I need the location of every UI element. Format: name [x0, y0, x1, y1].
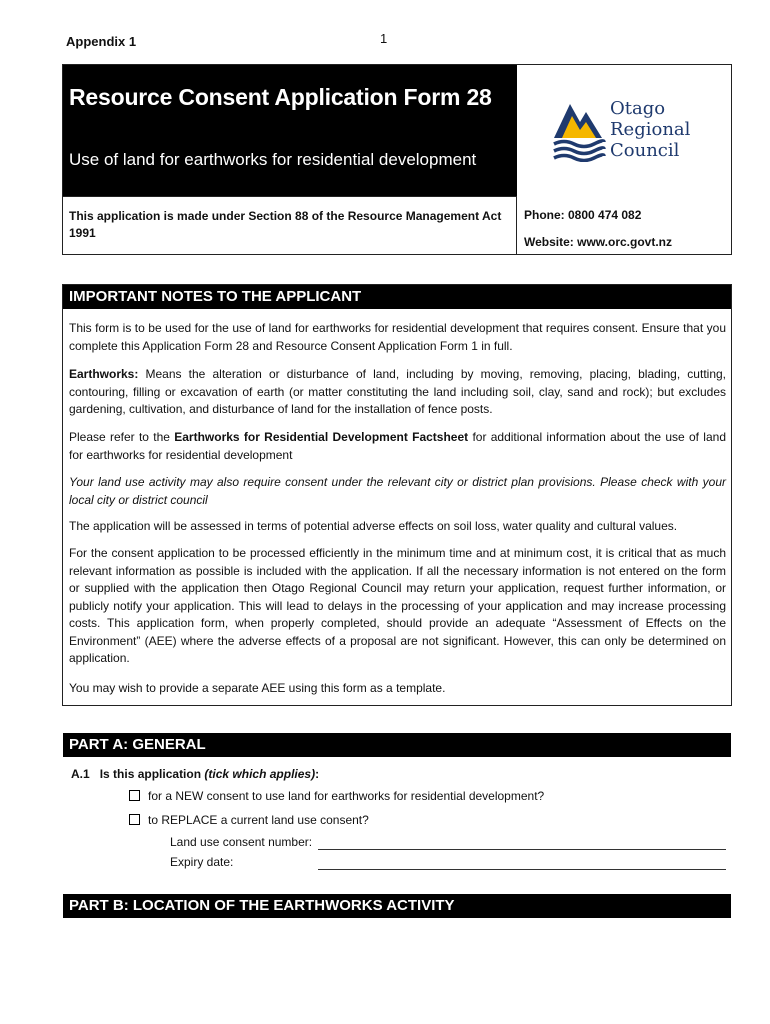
notes-paragraph-factsheet: Please refer to the Earthworks for Residential Development Factsheet for additional information about the use of land for earthworks for residential development	[69, 430, 726, 462]
question-a1: A.1 Is this application (tick which applies):	[71, 767, 320, 781]
notes-paragraph-1: This form is to be used for the use of land for earthworks for residential development that requires consent. Ensure that you complete this Application Form 28 and Resource Consent Application Form 1 in full.	[69, 321, 726, 353]
part-b-heading: PART B: LOCATION OF THE EARTHWORKS ACTIVITY	[63, 894, 731, 918]
header-divider	[63, 196, 517, 197]
factsheet-link[interactable]: Earthworks for Residential Development Factsheet	[174, 430, 469, 444]
appendix-label: Appendix 1	[66, 34, 137, 49]
notes-paragraph-aee: You may wish to provide a separate AEE using this form as a template.	[69, 681, 446, 695]
phone-number: Phone: 0800 474 082	[524, 208, 642, 222]
mountain-river-logo-icon	[552, 96, 608, 162]
notes-paragraph-processing: For the consent application to be processed efficiently in the minimum time and at minimum cost, it is critical that as much relevant information as possible is included with the application. If all the necessary information is not entered on the form or supplied with the application then Otago Regional Council may return your application, request further information, or publicly notify your application. This will lead to delays in the processing of your application and may increase processing costs. This application form, when properly completed, should provide an adequate “Assessment of Effects on the Environment” (AEE) where the adverse effects of a proposal are not significant. However, this can only be determined on application.	[69, 546, 726, 665]
replace-consent-checkbox[interactable]	[129, 814, 140, 825]
part-a-heading: PART A: GENERAL	[63, 733, 731, 757]
form-title: Resource Consent Application Form 28	[69, 84, 492, 110]
header-vertical-divider	[516, 196, 517, 254]
notes-paragraph-assessment: The application will be assessed in terms of potential adverse effects on soil loss, water quality and cultural values.	[69, 519, 678, 533]
consent-number-label: Land use consent number:	[170, 835, 313, 849]
logo-wordmark: Otago Regional Council	[610, 98, 691, 161]
notes-heading: IMPORTANT NOTES TO THE APPLICANT	[63, 285, 731, 309]
page-number: 1	[380, 31, 388, 46]
notes-paragraph-earthworks: Earthworks: Means the alteration or disturbance of land, including by moving, removing, placing, blading, cutting, contouring, filling or excavation of earth (or matter constituting the land including soil, clay, sand and rock); but excludes gardening, cultivation, and disturbance of land for the installation of fence posts.	[69, 367, 726, 416]
new-consent-checkbox[interactable]	[129, 790, 140, 801]
replace-consent-label: to REPLACE a current land use consent?	[148, 813, 369, 827]
legal-section-text: This application is made under Section 88 of the Resource Management Act 1991	[69, 209, 502, 240]
consent-number-field[interactable]	[318, 848, 726, 850]
expiry-date-label: Expiry date:	[170, 855, 234, 869]
expiry-date-field[interactable]	[318, 868, 726, 870]
website[interactable]: Website: www.orc.govt.nz	[524, 235, 673, 249]
form-subtitle: Use of land for earthworks for residential development	[69, 150, 477, 169]
new-consent-label: for a NEW consent to use land for earthworks for residential development?	[148, 789, 545, 803]
notes-paragraph-district-plan: Your land use activity may also require consent under the relevant city or district plan provisions. Please check with your local city or district council	[69, 475, 726, 507]
